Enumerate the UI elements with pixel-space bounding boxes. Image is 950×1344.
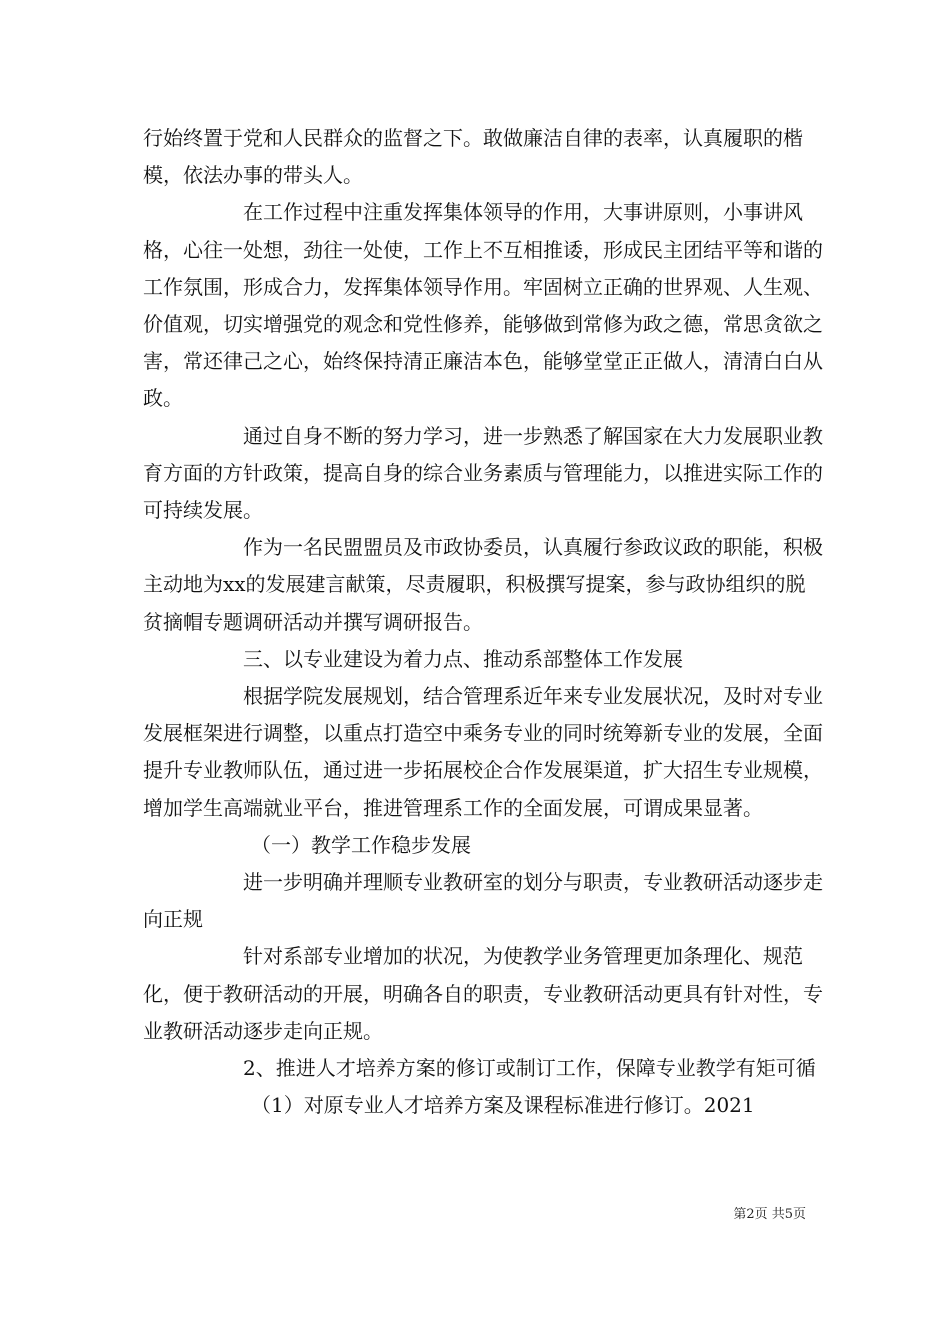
paragraph-collective-leadership: 在工作过程中注重发挥集体领导的作用，大事讲原则，小事讲风格，心往一处想，劲往一处使，工作上不互相推诿，形成民主团结平等和谐的工作氛围，形成合力，发挥集体领导作用。牢固树立正确的世界观、人生观、价值观，切实增强党的观念和党性修养，能够做到常修为政之德，常思贪欲之害，常还律己之心，始终保持清正廉洁本色，能够堂堂正正做人，清清白白从政。 (143, 200, 823, 411)
paragraph-continuation: 行始终置于党和人民群众的监督之下。敢做廉洁自律的表率，认真履职的楷模，依法办事的带头人。 (143, 126, 803, 188)
paragraph-revision-item: （1）对原专业人才培养方案及课程标准进行修订。2021 (251, 1093, 755, 1118)
paragraph-self-study: 通过自身不断的努力学习，进一步熟悉了解国家在大力发展职业教育方面的方针政策，提高自身的综合业务素质与管理能力，以推进实际工作的可持续发展。 (143, 423, 823, 523)
document-body (143, 120, 823, 1124)
paragraph-standardization: 针对系部专业增加的状况，为使教学业务管理更加条理化、规范化，便于教研活动的开展，明确各自的职责，专业教研活动更具有针对性，专业教研活动逐步走向正规。 (143, 944, 823, 1043)
paragraph-teaching-office: 进一步明确并理顺专业教研室的划分与职责，专业教研活动逐步走向正规 (143, 870, 823, 932)
paragraph-talent-plan: 2、推进人才培养方案的修订或制订工作，保障专业教学有矩可循 (243, 1056, 816, 1081)
paragraph-development-plan: 根据学院发展规划，结合管理系近年来专业发展状况，及时对专业发展框架进行调整，以重点打造空中乘务专业的同时统筹新专业的发展，全面提升专业教师队伍，通过进一步拓展校企合作发展渠道，扩大招生专业规模，增加学生高端就业平台，推进管理系工作的全面发展，可谓成果显著。 (143, 684, 823, 820)
subheading-teaching-work: （一）教学工作稳步发展 (251, 832, 471, 857)
page-number-footer: 第2页 共5页 (733, 1207, 806, 1222)
section-heading-three: 三、以专业建设为着力点、推动系部整体工作发展 (243, 646, 683, 671)
paragraph-cppcc-member: 作为一名民盟盟员及市政协委员，认真履行参政议政的职能，积极主动地为xx的发展建言献策，尽责履职，积极撰写提案，参与政协组织的脱贫摘帽专题调研活动并撰写调研报告。 (143, 535, 823, 634)
